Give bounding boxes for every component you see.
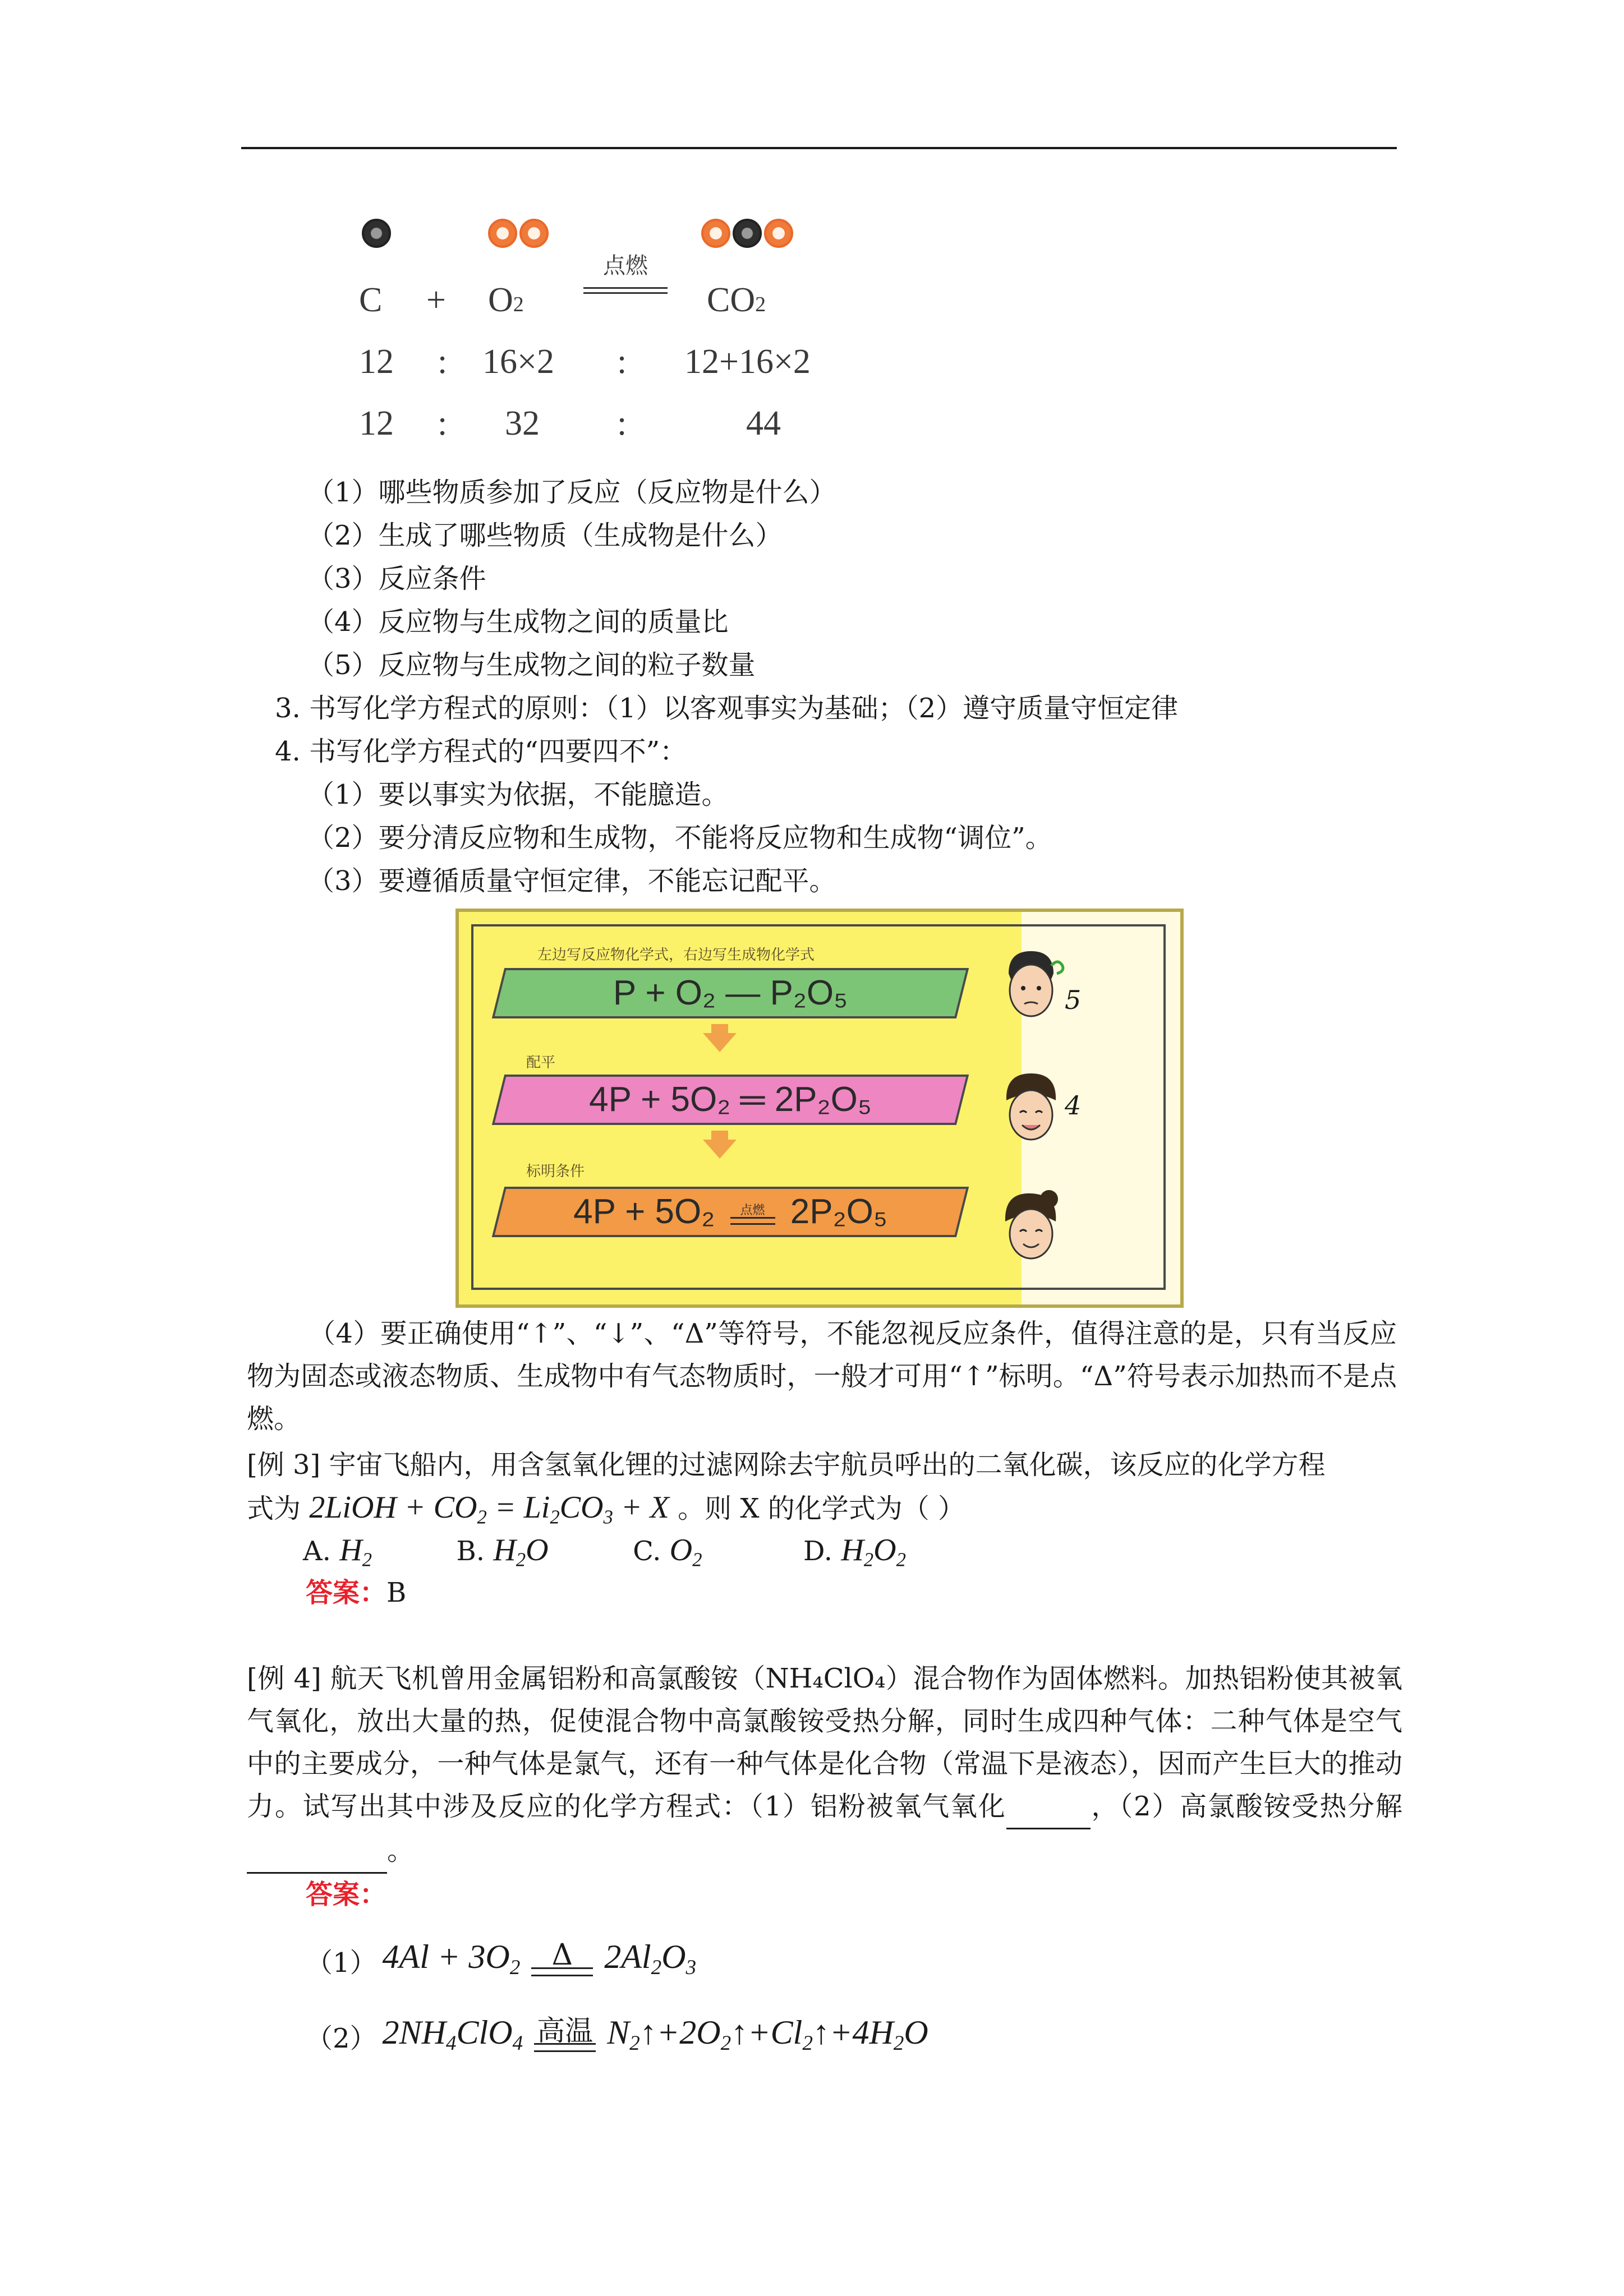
example4-paragraph: [例 4] 航天飞机曾用金属铝粉和高氯酸铵（NH₄ClO₄）混合物作为固体燃料。加热铝粉使其被氧气氧化，放出大量的热，促使混合物中高氯酸铵受热分解，同时生成四种气体：二种气体是空气中的主要成分，一种气体是氯气，还有一种气体是化合物（常温下是液态），因而产生巨大的推动力。试写出其中涉及反应的化学方程式：（1）铝粉被氧气氧化 ，（2）高氯酸铵受热分解 。: [247, 1657, 1402, 1874]
atom-row: [362, 219, 393, 248]
oxygen-atom-icon: [764, 219, 793, 248]
step1-label: 左边写反应物化学式，右边写生成物化学式: [537, 946, 815, 963]
item4-paragraph: （4）要正确使用“↑”、“↓”、“Δ”等符号，不能忽视反应条件，值得注意的是，只有当反应物为固态或液态物质、生成物中有气态物质时，一般才可用“↑”标明。“Δ”符号表示加热而不是点燃。: [247, 1318, 1397, 1435]
mass-expr-co2: 12+16×2: [684, 343, 811, 381]
option-c[interactable]: C. $O_2$: [633, 1533, 702, 1571]
mass-expr-c: 12: [359, 343, 394, 381]
formula-condition: 点燃: [583, 252, 668, 294]
down-arrow-icon: [703, 1140, 737, 1159]
example3-equation: 2LiOH + $CO_2 = Li_2CO_3 + X$: [309, 1490, 669, 1528]
thinking-boy-icon: [997, 946, 1065, 1024]
example3-answer: 答案：B: [306, 1577, 407, 1608]
option-a[interactable]: A. $H_2$: [303, 1533, 372, 1571]
step3-condition: 点燃: [730, 1204, 775, 1225]
option-b[interactable]: B. $H_2O$: [456, 1533, 549, 1571]
option-d[interactable]: D. $H_2O_2$: [803, 1533, 906, 1571]
answer-blank-1[interactable]: [1006, 1785, 1091, 1829]
step3-label: 标明条件: [526, 1163, 585, 1179]
oxygen-molecule-icon: [488, 219, 551, 248]
four-musts-item-3: （3）要遵循质量守恒定律，不能忘记配平。: [307, 865, 836, 897]
face2-number: 4: [1065, 1090, 1082, 1121]
carbon-atom-icon: [733, 219, 762, 248]
example3-equation-line: 式为 2LiOH + $CO_2 = Li_2CO_3 + X$ 。则 X 的化学式为（ ）: [247, 1490, 965, 1528]
step3-equation: 4P + 5O₂ 点燃 2P₂O₅: [573, 1192, 887, 1231]
mass-expr-o2: 16×2: [482, 343, 554, 381]
step3-box: [492, 1187, 969, 1237]
mass-val-co2: 44: [746, 404, 781, 442]
down-arrow-icon: [703, 1033, 737, 1052]
example4-answer-1: （1） $4Al + 3O_2$ Δ $2Al_2O_3$: [306, 1938, 697, 1979]
example3-options: [303, 1529, 1200, 1581]
high-temp-condition: 高温: [534, 2018, 596, 2052]
heat-condition: Δ: [531, 1943, 593, 1976]
meaning-item-1: （1）哪些物质参加了反应（反应物是什么）: [307, 477, 836, 508]
carbon-atom-icon: [362, 219, 391, 248]
step2-equation: 4P + 5O₂ ═ 2P₂O₅: [589, 1080, 872, 1119]
four-musts-item-2: （2）要分清反应物和生成物，不能将反应物和生成物“调位”。: [307, 822, 1052, 854]
meaning-item-4: （4）反应物与生成物之间的质量比: [307, 606, 729, 638]
mass-expr-sep: :: [617, 343, 627, 381]
face1-number: 5: [1065, 985, 1082, 1015]
meaning-item-3: （3）反应条件: [307, 563, 486, 594]
formula-co2: CO2: [707, 281, 766, 319]
example4-answer-2: （2） $2NH_4ClO_4$ 高温 $N_2↑+2O_2↑+Cl_2↑+4H_2O$: [306, 2013, 928, 2055]
header-rule: [241, 147, 1397, 149]
answer-blank-2[interactable]: [247, 1829, 387, 1874]
step1-equation: P + O₂ — P₂O₅: [613, 974, 848, 1012]
oxygen-atom-icon: [701, 219, 730, 248]
formula-plus: +: [426, 281, 446, 319]
mass-val-sep: :: [617, 404, 627, 442]
oxygen-atom-icon: [488, 219, 517, 248]
principle-text: 3. 书写化学方程式的原则：（1）以客观事实为基础；（2）遵守质量守恒定律: [275, 693, 1179, 724]
four-musts-item-1: （1）要以事实为依据，不能臆造。: [307, 779, 729, 810]
oxygen-atom-icon: [519, 219, 549, 248]
step2-box: [492, 1075, 969, 1125]
example4-answer-label: 答案：: [306, 1879, 387, 1910]
molecule-figure: [337, 213, 898, 449]
arrow-stem: [711, 1024, 728, 1033]
formula-c: C: [359, 281, 383, 319]
step1-box: [492, 968, 969, 1018]
example3-intro: [例 3] 宇宙飞船内，用含氢氧化锂的过滤网除去宇航员呼出的二氧化碳，该反应的化学方程: [247, 1449, 1326, 1481]
smiling-girl-icon: [997, 1187, 1065, 1265]
meaning-item-2: （2）生成了哪些物质（生成物是什么）: [307, 520, 783, 551]
happy-boy-icon: [997, 1069, 1065, 1147]
co2-molecule-icon: [701, 219, 795, 248]
arrow-stem: [711, 1131, 728, 1140]
four-musts-heading: 4. 书写化学方程式的“四要四不”：: [275, 736, 687, 767]
mass-val-c: 12: [359, 404, 394, 442]
formula-o2: O2: [488, 281, 524, 319]
mass-expr-sep: :: [438, 343, 448, 381]
equation-steps-figure: [456, 909, 1184, 1308]
mass-val-sep: :: [438, 404, 448, 442]
step2-label: 配平: [526, 1054, 556, 1071]
mass-val-o2: 32: [505, 404, 540, 442]
meaning-item-5: （5）反应物与生成物之间的粒子数量: [307, 649, 756, 681]
